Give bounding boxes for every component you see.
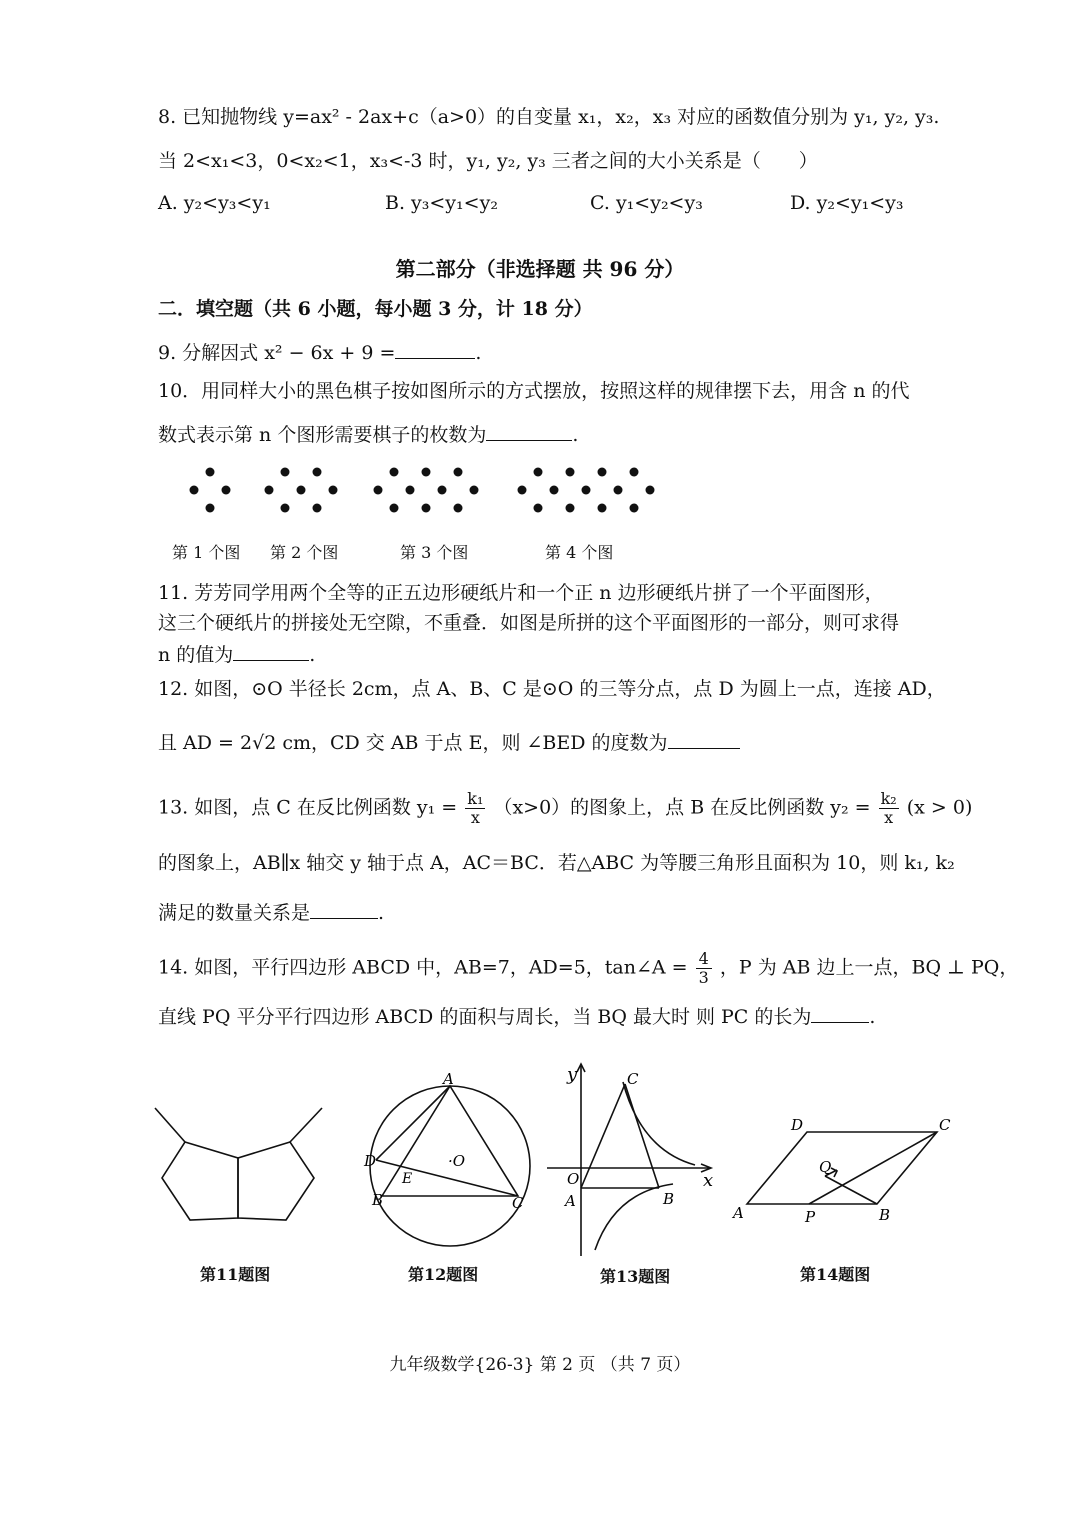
dot-figure-4 [518, 468, 655, 513]
fig13-segment-bc [625, 1084, 659, 1188]
q10-end: . [572, 424, 579, 446]
fig14-label-d: D [791, 1116, 804, 1134]
q9-text [158, 338, 481, 366]
fig14-label-p: P [805, 1208, 816, 1226]
fig12-caption: 第12题图 [408, 1265, 479, 1284]
q10-caption-4: 第 4 个图 [545, 543, 614, 562]
dot-figure-3 [374, 468, 479, 513]
q13-frac1-num: k₁ [467, 789, 484, 808]
figure-11-pentagons [150, 1100, 330, 1230]
q12-line2 [158, 728, 740, 756]
part2-title: 第二部分（非选择题 共 96 分） [395, 257, 685, 281]
fig13-label-x: x [703, 1170, 714, 1191]
q14-line2 [158, 1002, 875, 1030]
q11-end: . [309, 644, 316, 666]
q11-line3 [158, 640, 315, 668]
q11-line1: 11. 芳芳同学用两个全等的正五边形硬纸片和一个正 n 边形硬纸片拼了一个平面图形， [158, 582, 884, 604]
q13-frac1-den: x [470, 808, 480, 827]
fig13-label-y: y [567, 1064, 578, 1085]
figure-12-circle [362, 1068, 537, 1258]
dot-figure-2 [265, 468, 338, 513]
q10-prompt: 数式表示第 n 个图形需要棋子的枚数为 [158, 424, 487, 446]
q11-prompt: n 的值为 [158, 644, 234, 666]
q14-prompt: 直线 PQ 平分平行四边形 ABCD 的面积与周长，当 BQ 最大时 则 PC 的长为 [158, 1006, 812, 1028]
fig12-label-e: E [402, 1171, 413, 1187]
q14-answer-blank[interactable] [811, 1002, 869, 1023]
section-fill-blank: 二．填空题（共 6 小题，每小题 3 分，计 18 分） [158, 298, 593, 320]
q13-frac2-den: x [884, 808, 894, 827]
q12-prompt: 且 AD = 2√2 cm，CD 交 AB 于点 E，则 ∠BED 的度数为 [158, 732, 668, 754]
fig12-label-d: D [364, 1152, 377, 1170]
fig14-label-q: Q [819, 1158, 832, 1176]
q12-answer-blank[interactable] [668, 728, 740, 749]
fig14-parallelogram [747, 1132, 937, 1204]
fig13-segment-ac [581, 1084, 625, 1188]
fig13-label-a: A [565, 1192, 576, 1210]
fig12-label-b: B [372, 1191, 384, 1209]
q8-option-a: A. y₂<y₃<y₁ [158, 192, 271, 214]
fig13-curve-k2 [595, 1184, 673, 1250]
q13-answer-blank[interactable] [310, 898, 378, 919]
fig12-label-o: ·O [448, 1152, 466, 1170]
q10-line1: 10．用同样大小的黑色棋子按如图所示的方式摆放，按照这样的规律摆下去，用含 n 的代 [158, 380, 910, 402]
q14-line1 [158, 950, 1018, 987]
q13-line2: 的图象上，AB∥x 轴交 y 轴于点 A，AC＝BC．若△ABC 为等腰三角形且面积为 10，则 k₁, k₂ [158, 852, 955, 874]
fig12-line-dc [376, 1160, 518, 1196]
q11-answer-blank[interactable] [233, 640, 309, 661]
fig13-label-c: C [627, 1070, 639, 1088]
q11-line2: 这三个硬纸片的拼接处无空隙，不重叠．如图是所拼的这个平面图形的一部分，则可求得 [158, 612, 900, 634]
q13-end: . [378, 902, 385, 924]
q13-line3 [158, 898, 384, 926]
q14-end: . [869, 1006, 876, 1028]
page-footer: 九年级数学{26-3} 第 2 页 （共 7 页） [389, 1355, 691, 1375]
figure-13-graph [545, 1060, 725, 1260]
q10-answer-blank[interactable] [486, 420, 572, 441]
q13-prompt-c: (x > 0) [906, 796, 973, 819]
q12-line1: 12. 如图，⊙O 半径长 2cm，点 A、B、C 是⊙O 的三等分点，点 D 为圆上一点，连接 AD， [158, 678, 946, 700]
fig13-caption: 第13题图 [600, 1267, 671, 1286]
fig14-label-a: A [733, 1204, 744, 1222]
q14-prompt-a: 14. 如图，平行四边形 ABCD 中，AB=7，AD=5，tan∠A = [158, 956, 688, 979]
fig13-label-b: B [663, 1190, 675, 1208]
q8-line1: 8. 已知抛物线 y=ax² - 2ax+c（a>0）的自变量 x₁，x₂，x₃ 对应的函数值分别为 y₁, y₂, y₃. [158, 106, 940, 128]
fig14-caption: 第14题图 [800, 1265, 871, 1284]
q9-answer-blank[interactable] [395, 338, 475, 359]
fig14-label-b: B [879, 1206, 891, 1224]
q10-caption-3: 第 3 个图 [400, 543, 469, 562]
q14-fraction [696, 950, 712, 987]
q9-prompt: 9. 分解因式 x² − 6x + 9 = [158, 342, 396, 364]
q10-caption-2: 第 2 个图 [270, 543, 339, 562]
fig13-curve-k1 [623, 1082, 695, 1165]
fig11-pentagon-right [238, 1142, 314, 1220]
q10-caption-1: 第 1 个图 [172, 543, 241, 562]
q14-prompt-b: ，P 为 AB 边上一点，BQ ⊥ PQ， [719, 956, 1019, 979]
q8-option-d: D. y₂<y₁<y₃ [790, 192, 904, 214]
q13-prompt-b: （x>0）的图象上，点 B 在反比例函数 y₂ = [493, 796, 871, 819]
q8-option-c: C. y₁<y₂<y₃ [590, 192, 703, 214]
fig11-edge-right [290, 1108, 322, 1142]
fig11-caption: 第11题图 [200, 1265, 271, 1284]
q10-dot-patterns [180, 460, 680, 520]
figure-14-parallelogram [725, 1110, 965, 1230]
fig14-label-c: C [939, 1116, 951, 1134]
fig11-pentagon-left [162, 1142, 238, 1220]
dot-figure-1 [190, 468, 231, 513]
fig12-line-ad [376, 1086, 450, 1160]
fig12-label-a: A [443, 1070, 454, 1088]
q14-frac-den: 3 [698, 968, 709, 987]
q14-frac-num: 4 [696, 950, 712, 969]
q13-fraction-2 [879, 790, 899, 827]
q8-option-b: B. y₃<y₁<y₂ [385, 192, 498, 214]
fig11-edge-left [155, 1108, 185, 1142]
q13-fraction-1 [465, 790, 485, 827]
q13-frac2-num: k₂ [880, 789, 897, 808]
q8-line2: 当 2<x₁<3，0<x₂<1，x₃<-3 时，y₁, y₂, y₃ 三者之间的大小关系是（ ） [158, 150, 818, 172]
q13-prompt-a: 13. 如图，点 C 在反比例函数 y₁ = [158, 796, 458, 819]
q13-line1 [158, 790, 972, 827]
q10-line2 [158, 420, 578, 448]
fig13-label-o: O [567, 1170, 580, 1188]
q13-prompt: 满足的数量关系是 [158, 902, 311, 924]
q9-end: . [475, 342, 482, 364]
fig12-label-c: C [512, 1194, 524, 1212]
